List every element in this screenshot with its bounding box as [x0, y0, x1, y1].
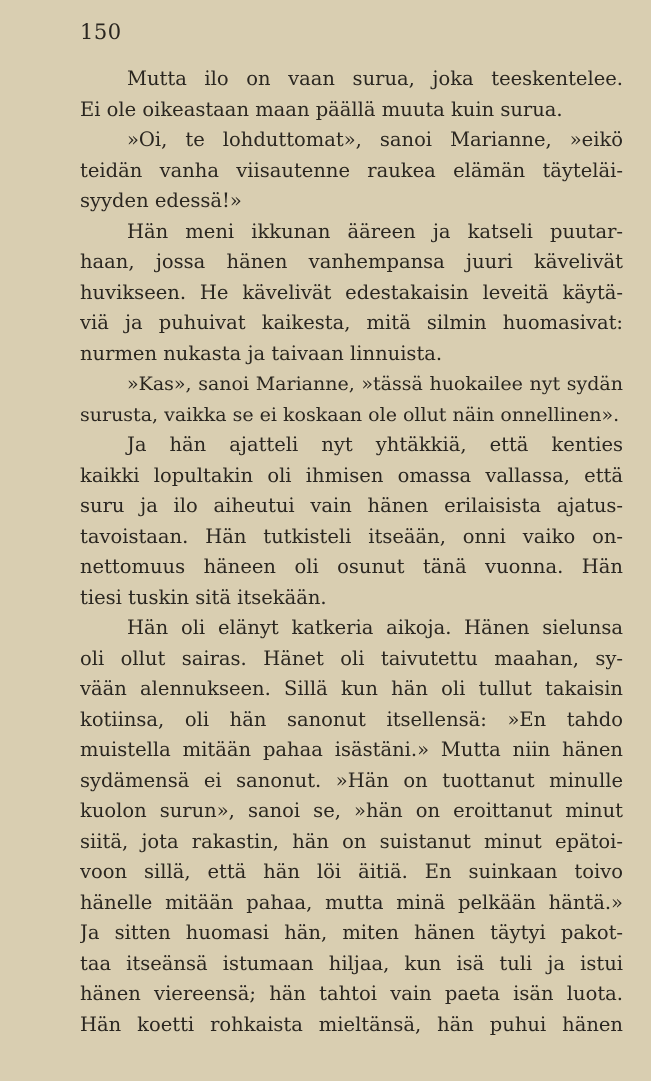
text-line: teidän vanha viisautenne raukea elämän täyteläi- [80, 158, 623, 182]
text-line: »Oi, te lohduttomat», sanoi Marianne, »eikö [127, 128, 623, 151]
text-line: vään alennukseen. Sillä kun hän oli tullut takaisin [80, 677, 623, 700]
text-line: surusta, vaikka se ei koskaan ole ollut näin onnellinen». [80, 403, 620, 426]
text-line: taa itseänsä istumaan hiljaa, kun isä tuli ja istui [80, 951, 623, 975]
text-line: Hän koetti rohkaista mieltänsä, hän puhui hänen [80, 1012, 623, 1036]
text-line: Ja hän ajatteli nyt yhtäkkiä, että kenties [127, 433, 623, 456]
text-line: Mutta ilo on vaan surua, joka teeskentelee. [127, 67, 623, 90]
text-line: huvikseen. He kävelivät edestakaisin leveitä käytä- [80, 280, 623, 304]
text-line: viä ja puhuivat kaikesta, mitä silmin huomasivat: [80, 311, 623, 334]
text-line: suru ja ilo aiheutui vain hänen erilaisista ajatus- [80, 494, 623, 517]
text-line: hänen viereensä; hän tahtoi vain paeta isän luota. [80, 982, 623, 1005]
body-text [80, 64, 623, 1040]
text-line: Ei ole oikeastaan maan päällä muuta kuin surua. [80, 97, 563, 121]
text-line: kotiinsa, oli hän sanonut itsellensä: »En tahdo [80, 707, 623, 731]
text-line: tavoistaan. Hän tutkisteli itseään, onni vaiko on- [80, 524, 623, 548]
text-line: nurmen nukasta ja taivaan linnuista. [80, 341, 443, 365]
text-line: tiesi tuskin sitä itsekään. [80, 585, 327, 609]
text-line: Hän oli elänyt katkeria aikoja. Hänen sielunsa [127, 616, 623, 639]
text-line: kuolon surun», sanoi se, »hän on eroittanut minut [80, 799, 623, 822]
text-line: nettomuus häneen oli osunut tänä vuonna. Hän [80, 555, 623, 578]
text-line: hänelle mitään pahaa, mutta minä pelkään häntä.» [80, 890, 623, 914]
text-line: haan, jossa hänen vanhempansa juuri kävelivät [80, 250, 623, 273]
text-line: Ja sitten huomasi hän, miten hänen täytyi pakot- [80, 921, 623, 944]
text-line: siitä, jota rakastin, hän on suistanut minut epätoi- [80, 829, 623, 853]
page-number: 150 [80, 20, 122, 44]
text-line: voon sillä, että hän löi äitiä. En suinkaan toivo [80, 860, 623, 883]
text-line: muistella mitään pahaa isästäni.» Mutta niin hänen [80, 738, 623, 761]
text-line: syyden edessä!» [80, 189, 242, 212]
text-line: kaikki lopultakin oli ihmisen omassa vallassa, että [80, 463, 623, 487]
text-line: oli ollut sairas. Hänet oli taivutettu maahan, sy- [80, 646, 623, 670]
text-line: »Kas», sanoi Marianne, »tässä huokailee nyt sydän [127, 373, 623, 395]
text-line: sydämensä ei sanonut. »Hän on tuottanut minulle [80, 768, 623, 792]
text-line: Hän meni ikkunan ääreen ja katseli puutar- [127, 219, 623, 243]
